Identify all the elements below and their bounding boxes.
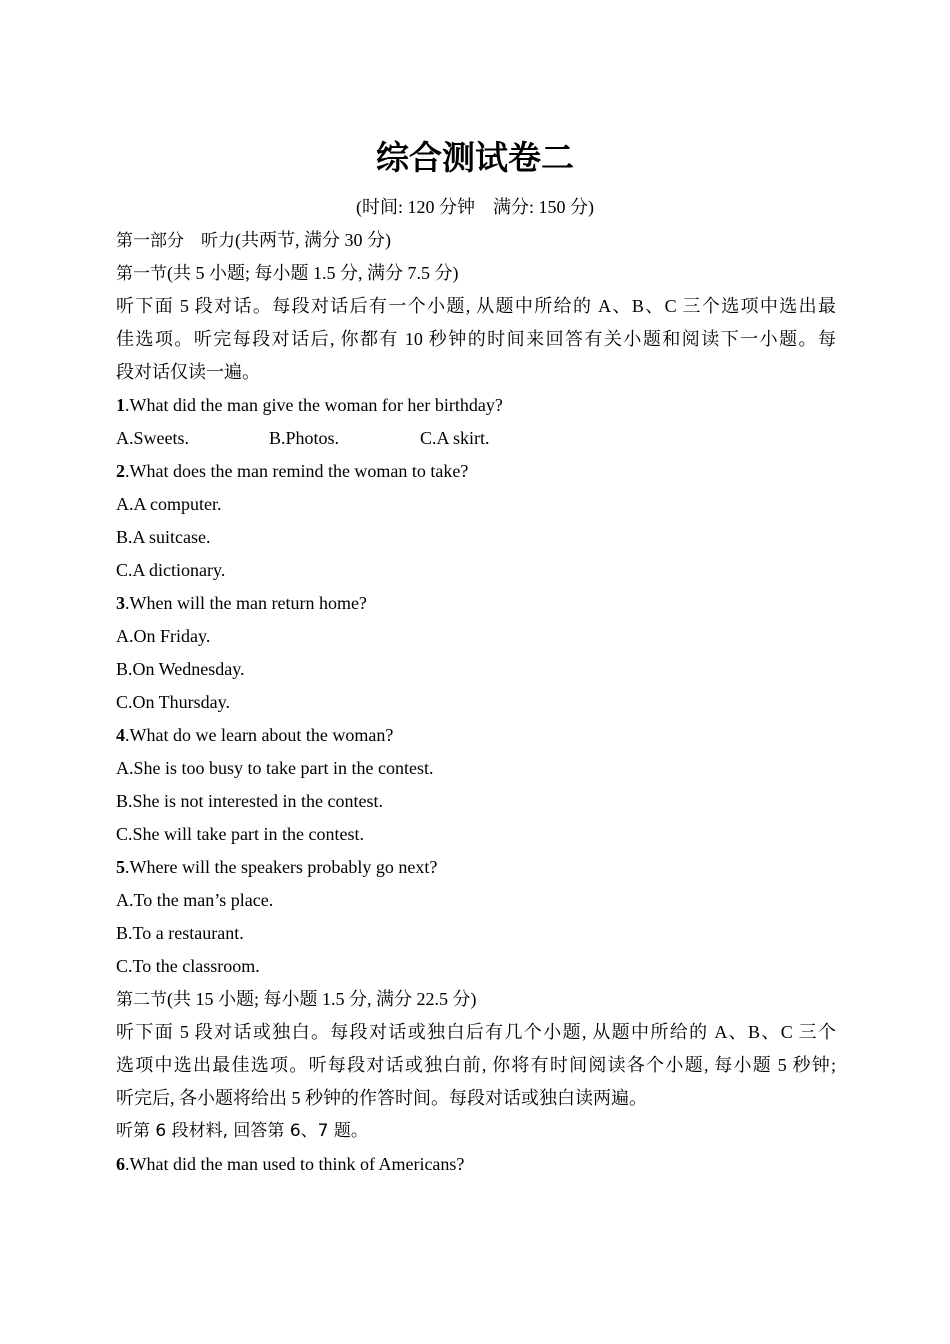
question-5	[116, 851, 836, 884]
question-number: 2	[116, 461, 125, 481]
section2-note: (共 15 小题; 每小题 1.5 分, 满分 22.5 分)	[167, 989, 477, 1009]
question-text: .What does the man remind the woman to take?	[125, 461, 469, 481]
instruction-line: 选项中选出最佳选项。听每段对话或独白前, 你将有时间阅读各个小题, 每小题 5 秒钟;	[116, 1055, 836, 1075]
instruction-line: 听完后, 各小题将给出 5 秒钟的作答时间。每段对话或独白读两遍。	[116, 1088, 647, 1108]
section2-instructions	[116, 1016, 836, 1115]
section1-heading	[116, 257, 836, 290]
section1-title: 第一节	[116, 264, 167, 284]
option-b: B.She is not interested in the contest.	[116, 791, 383, 811]
option-a: A.She is too busy to take part in the contest.	[116, 758, 434, 778]
question-number: 3	[116, 593, 125, 613]
question-1	[116, 389, 836, 422]
question-6	[116, 1148, 836, 1181]
question-text: .When will the man return home?	[125, 593, 367, 613]
option-c: C.A skirt.	[420, 428, 490, 448]
question-number: 1	[116, 395, 125, 415]
option-b: B.On Wednesday.	[116, 659, 245, 679]
section2-title: 第二节	[116, 990, 167, 1010]
question-number: 6	[116, 1154, 125, 1174]
page-title: 综合测试卷二	[376, 138, 574, 177]
question-text: .What did the man give the woman for her birthday?	[125, 395, 503, 415]
part1-heading	[116, 224, 836, 257]
material-6-heading: 听第 6 段材料, 回答第 6、7 题。	[116, 1121, 368, 1141]
section1-note: (共 5 小题; 每小题 1.5 分, 满分 7.5 分)	[167, 263, 459, 283]
option-a: A.A computer.	[116, 494, 222, 514]
question-2	[116, 455, 836, 488]
question-text: .Where will the speakers probably go next?	[125, 857, 438, 877]
section1-instructions	[116, 290, 836, 389]
time-and-score-info: (时间: 120 分钟 满分: 150 分)	[356, 197, 594, 217]
option-b: B.To a restaurant.	[116, 923, 244, 943]
instruction-line: 段对话仅读一遍。	[116, 362, 260, 382]
option-a: A.To the man’s place.	[116, 890, 274, 910]
instruction-line: 听下面 5 段对话。每段对话后有一个小题, 从题中所给的 A、B、C 三个选项中选出最	[116, 296, 836, 316]
option-b: B.A suitcase.	[116, 527, 211, 547]
question-3	[116, 587, 836, 620]
exam-body	[116, 224, 836, 1181]
part1-title: 第一部分 听力	[116, 231, 235, 251]
option-c: C.On Thursday.	[116, 692, 230, 712]
part1-note: (共两节, 满分 30 分)	[235, 230, 391, 250]
option-a: A.Sweets.	[116, 428, 189, 448]
option-c: C.A dictionary.	[116, 560, 226, 580]
instruction-line: 佳选项。听完每段对话后, 你都有 10 秒钟的时间来回答有关小题和阅读下一小题。每	[116, 329, 836, 349]
question-number: 5	[116, 857, 125, 877]
question-4	[116, 719, 836, 752]
instruction-line: 听下面 5 段对话或独白。每段对话或独白后有几个小题, 从题中所给的 A、B、C 三个	[116, 1022, 836, 1042]
question-number: 4	[116, 725, 125, 745]
question-text: .What do we learn about the woman?	[125, 725, 394, 745]
question-1-options	[116, 422, 836, 455]
option-b: B.Photos.	[269, 428, 340, 448]
section2-heading	[116, 983, 836, 1016]
option-a: A.On Friday.	[116, 626, 211, 646]
option-c: C.She will take part in the contest.	[116, 824, 364, 844]
option-c: C.To the classroom.	[116, 956, 260, 976]
question-text: .What did the man used to think of Americans?	[125, 1154, 465, 1174]
